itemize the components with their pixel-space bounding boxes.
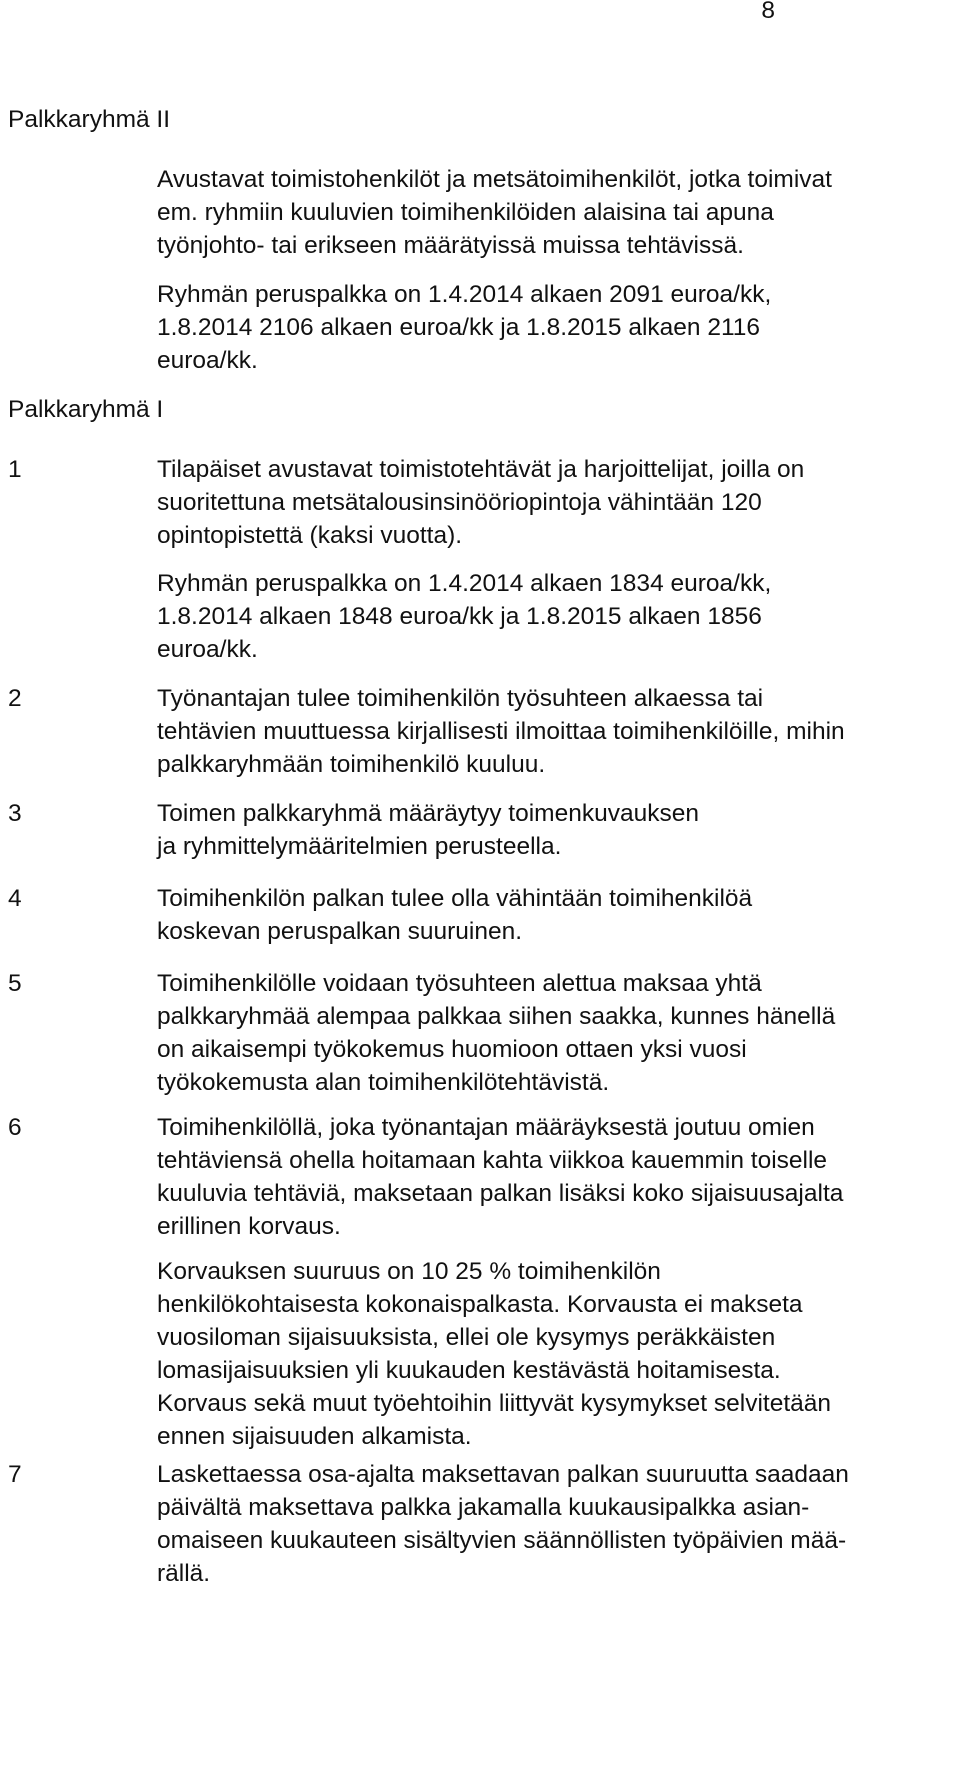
text-line: vuosiloman sijaisuuksista, ellei ole kysymys peräkkäisten (157, 1324, 776, 1351)
item-5-text (157, 967, 947, 1099)
text-line: tehtävien muuttuessa kirjallisesti ilmoittaa toimihenkilöille, mihin (157, 718, 845, 745)
item-number: 4 (8, 885, 22, 912)
text-line: on aikaisempi työkokemus huomioon ottaen yksi vuosi (157, 1036, 747, 1063)
text-line: työnjohto- tai erikseen määrätyissä muissa tehtävissä. (157, 232, 744, 259)
text-line: opintopistettä (kaksi vuotta). (157, 522, 463, 549)
text-line: Työnantajan tulee toimihenkilön työsuhteen alkaessa tai (157, 685, 764, 712)
text-line: Tilapäiset avustavat toimistotehtävät ja harjoittelijat, joilla on (157, 456, 805, 483)
text-line: 1.8.2014 2106 alkaen euroa/kk ja 1.8.2015 alkaen 2116 (157, 314, 761, 341)
text-line: 1.8.2014 alkaen 1848 euroa/kk ja 1.8.2015 alkaen 1856 (157, 603, 762, 630)
text-line: lomasijaisuuksien yli kuukauden kestävästä hoitamisesta. (157, 1357, 781, 1384)
item-number: 2 (8, 685, 22, 712)
text-line: ja ryhmittelymääritelmien perusteella. (157, 833, 562, 860)
text-line: henkilökohtaisesta kokonaispalkasta. Korvausta ei makseta (157, 1291, 803, 1318)
item-2-text (157, 682, 947, 781)
item-number: 1 (8, 456, 22, 483)
group-ii-description (157, 163, 947, 262)
item-number: 3 (8, 800, 22, 827)
item-6-text (157, 1111, 947, 1243)
text-line: Ryhmän peruspalkka on 1.4.2014 alkaen 1834 euroa/kk, (157, 570, 772, 597)
item-number: 5 (8, 970, 22, 997)
item-6-compensation (157, 1255, 947, 1453)
text-line: suoritettuna metsätalousinsinööriopintoja vähintään 120 (157, 489, 762, 516)
text-line: Toimihenkilöllä, joka työnantajan määräyksestä joutuu omien (157, 1114, 815, 1141)
text-line: Toimen palkkaryhmä määräytyy toimenkuvauksen (157, 800, 699, 827)
text-line: Korvauksen suuruus on 10 25 % toimihenkilön (157, 1258, 661, 1285)
item-number: 7 (8, 1461, 22, 1488)
text-line: erillinen korvaus. (157, 1213, 341, 1240)
heading-palkkaryhma-i: Palkkaryhmä I (8, 396, 164, 423)
text-line: palkkaryhmää alempaa palkkaa siihen saakka, kunnes hänellä (157, 1003, 836, 1030)
item-3-text (157, 797, 947, 863)
item-number: 6 (8, 1114, 22, 1141)
text-line: kuuluvia tehtäviä, maksetaan palkan lisäksi koko sijaisuusajalta (157, 1180, 844, 1207)
text-line: päivältä maksettava palkka jakamalla kuukausipalkka asian- (157, 1494, 810, 1521)
text-line: Korvaus sekä muut työehtoihin liittyvät kysymykset selvitetään (157, 1390, 832, 1417)
item-1-text (157, 453, 947, 552)
text-line: työkokemusta alan toimihenkilötehtävistä. (157, 1069, 610, 1096)
text-line: Ryhmän peruspalkka on 1.4.2014 alkaen 2091 euroa/kk, (157, 281, 772, 308)
item-7-text (157, 1458, 947, 1590)
text-line: Toimihenkilön palkan tulee olla vähintään toimihenkilöä (157, 885, 753, 912)
item-4-text (157, 882, 947, 948)
text-line: omaiseen kuukauteen sisältyvien säännöllisten työpäivien mää- (157, 1527, 847, 1554)
item-1-salary (157, 567, 947, 666)
text-line: em. ryhmiin kuuluvien toimihenkilöiden alaisina tai apuna (157, 199, 774, 226)
text-line: tehtäviensä ohella hoitamaan kahta viikkoa kauemmin toiselle (157, 1147, 828, 1174)
group-ii-salary (157, 278, 947, 377)
text-line: rällä. (157, 1560, 211, 1587)
page-number: 8 (761, 0, 775, 24)
text-line: Toimihenkilölle voidaan työsuhteen alettua maksaa yhtä (157, 970, 762, 997)
text-line: euroa/kk. (157, 347, 258, 374)
text-line: ennen sijaisuuden alkamista. (157, 1423, 472, 1450)
text-line: Laskettaessa osa-ajalta maksettavan palkan suuruutta saadaan (157, 1461, 849, 1488)
heading-palkkaryhma-ii: Palkkaryhmä II (8, 106, 171, 133)
text-line: euroa/kk. (157, 636, 258, 663)
text-line: koskevan peruspalkan suuruinen. (157, 918, 523, 945)
text-line: Avustavat toimistohenkilöt ja metsätoimihenkilöt, jotka toimivat (157, 166, 832, 193)
text-line: palkkaryhmään toimihenkilö kuuluu. (157, 751, 546, 778)
